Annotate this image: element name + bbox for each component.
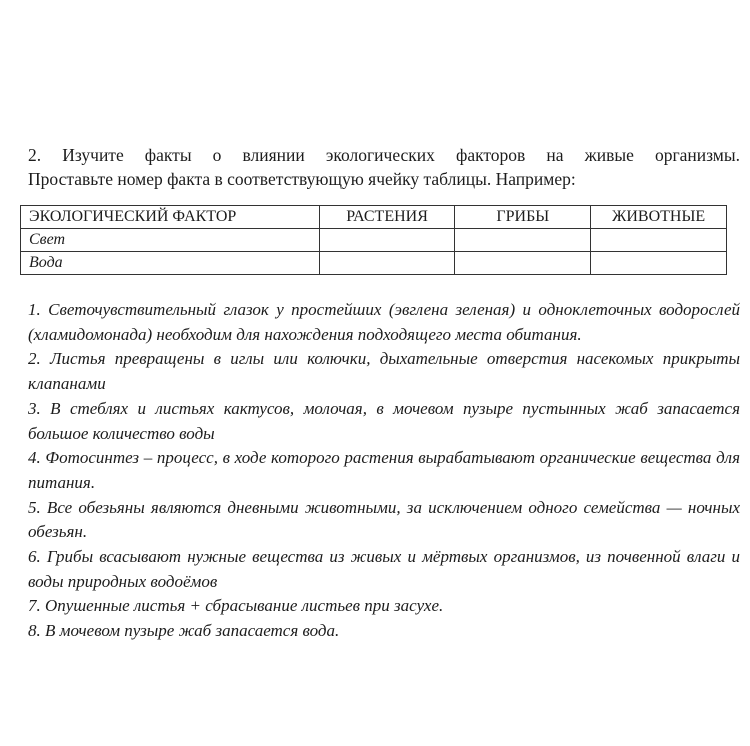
fact-item: 7. Опушенные листья + сбрасывание листьев при засухе. [28, 596, 444, 616]
cell-light-fungi[interactable] [455, 229, 591, 252]
task-line-1: 2. Изучите факты о влиянии экологических факторов на живые организмы. [28, 145, 740, 165]
factors-table [20, 205, 727, 275]
header-fungi: ГРИБЫ [455, 206, 591, 229]
fact-item: 2. Листья превращены в иглы или колючки, дыхательные отверстия насекомых прикрыты клапанами [28, 349, 740, 394]
header-ecological-factor: ЭКОЛОГИЧЕСКИЙ ФАКТОР [21, 206, 320, 229]
fact-item: 6. Грибы всасывают нужные вещества из живых и мёртвых организмов, из почвенной влаги и воды природных водоёмов [28, 547, 740, 591]
task-line-2: Проставьте номер факта в соответствующую ячейку таблицы. Например: [28, 169, 576, 189]
cell-water-plants[interactable] [319, 252, 455, 275]
fact-item: 4. Фотосинтез – процесс, в ходе которого растения вырабатывают органические вещества для питания. [28, 448, 740, 492]
row-factor-light: Свет [21, 229, 320, 252]
cell-light-plants[interactable] [319, 229, 455, 252]
table-row [21, 252, 727, 275]
fact-item: 8. В мочевом пузыре жаб запасается вода. [28, 621, 340, 641]
header-plants: РАСТЕНИЯ [319, 206, 455, 229]
table-row [21, 229, 727, 252]
fact-item: 1. Светочувствительный глазок у простейших (эвглена зеленая) и одноклеточных водорослей (хламидомонада) необходим для нахождения подходящего места обитания. [28, 300, 740, 344]
fact-item: 5. Все обезьяны являются дневными животными, за исключением одного семейства — ночных обезьян. [28, 497, 740, 542]
table-header-row [21, 206, 727, 229]
fact-item: 3. В стеблях и листьях кактусов, молочая, в мочевом пузыре пустынных жаб запасается большое количество воды [28, 398, 740, 443]
cell-water-fungi[interactable] [455, 252, 591, 275]
cell-water-animals[interactable] [591, 252, 727, 275]
task-statement [28, 143, 740, 191]
row-factor-water: Вода [21, 252, 320, 275]
facts-list [28, 298, 740, 644]
cell-light-animals[interactable] [591, 229, 727, 252]
header-animals: ЖИВОТНЫЕ [591, 206, 727, 229]
